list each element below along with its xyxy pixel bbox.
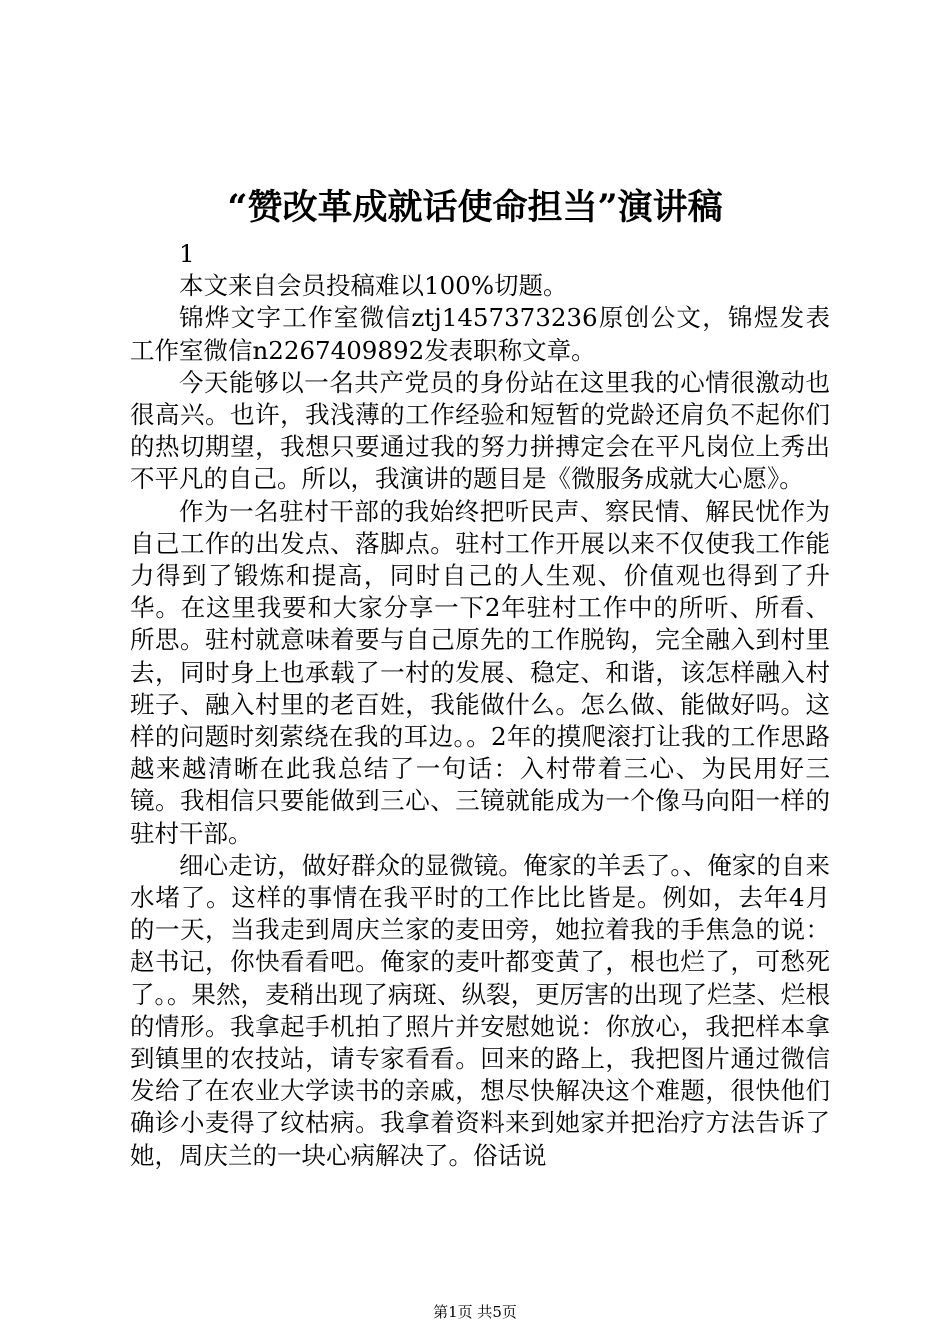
paragraph: 本文来自会员投稿难以100%切题。	[179, 271, 568, 301]
paragraph: 作为一名驻村干部的我始终把听民声、察民情、解民忧作为自己工作的出发点、落脚点。驻村工作开展以来不仅使我工作能力得到了锻炼和提高，同时自己的人生观、价值观也得到了升华。在这里我要和大家分享一下2年驻村工作中的所听、所看、所思。驻村就意味着要与自己原先的工作脱钩，完全融入到村里去，同时身上也承载了一村的发展、稳定、和谐，该怎样融入村班子、融入村里的老百姓，我能做什么。怎么做、能做好吗。这样的问题时刻萦绕在我的耳边。。2年的摸爬滚打让我的工作思路越来越清晰在此我总结了一句话：入村带着三心、为民用好三镜。我相信只要能做到三心、三镜就能成为一个像马向阳一样的驻村干部。	[130, 496, 830, 848]
paragraph: 今天能够以一名共产党员的身份站在这里我的心情很激动也很高兴。也许，我浅薄的工作经验和短暂的党龄还肩负不起你们的热切期望，我想只要通过我的努力拼搏定会在平凡岗位上秀出不平凡的自己。所以，我演讲的题目是《微服务成就大心愿》。	[130, 367, 830, 494]
page-title: “赞改革成就话使命担当”演讲稿	[227, 187, 723, 228]
paragraph: 锦烨文字工作室微信ztj1457373236原创公文，锦煜发表工作室微信n2267409892发表职称文章。	[130, 303, 830, 365]
document-body	[130, 238, 830, 1172]
paragraph: 细心走访，做好群众的显微镜。俺家的羊丢了。、俺家的自来水堵了。这样的事情在我平时的工作比比皆是。例如，去年4月的一天，当我走到周庆兰家的麦田旁，她拉着我的手焦急的说：赵书记，你快看看吧。俺家的麦叶都变黄了，根也烂了，可愁死了。。果然，麦稍出现了病斑、纵裂，更厉害的出现了烂茎、烂根的情形。我拿起手机拍了照片并安慰她说：你放心，我把样本拿到镇里的农技站，请专家看看。回来的路上，我把图片通过微信发给了在农业大学读书的亲戚，想尽快解决这个难题，很快他们确诊小麦得了纹枯病。我拿着资料来到她家并把治疗方法告诉了她，周庆兰的一块心病解决了。俗话说	[130, 850, 830, 1170]
page-footer: 第1页 共5页	[433, 1303, 517, 1321]
paragraph: 1	[179, 239, 195, 268]
